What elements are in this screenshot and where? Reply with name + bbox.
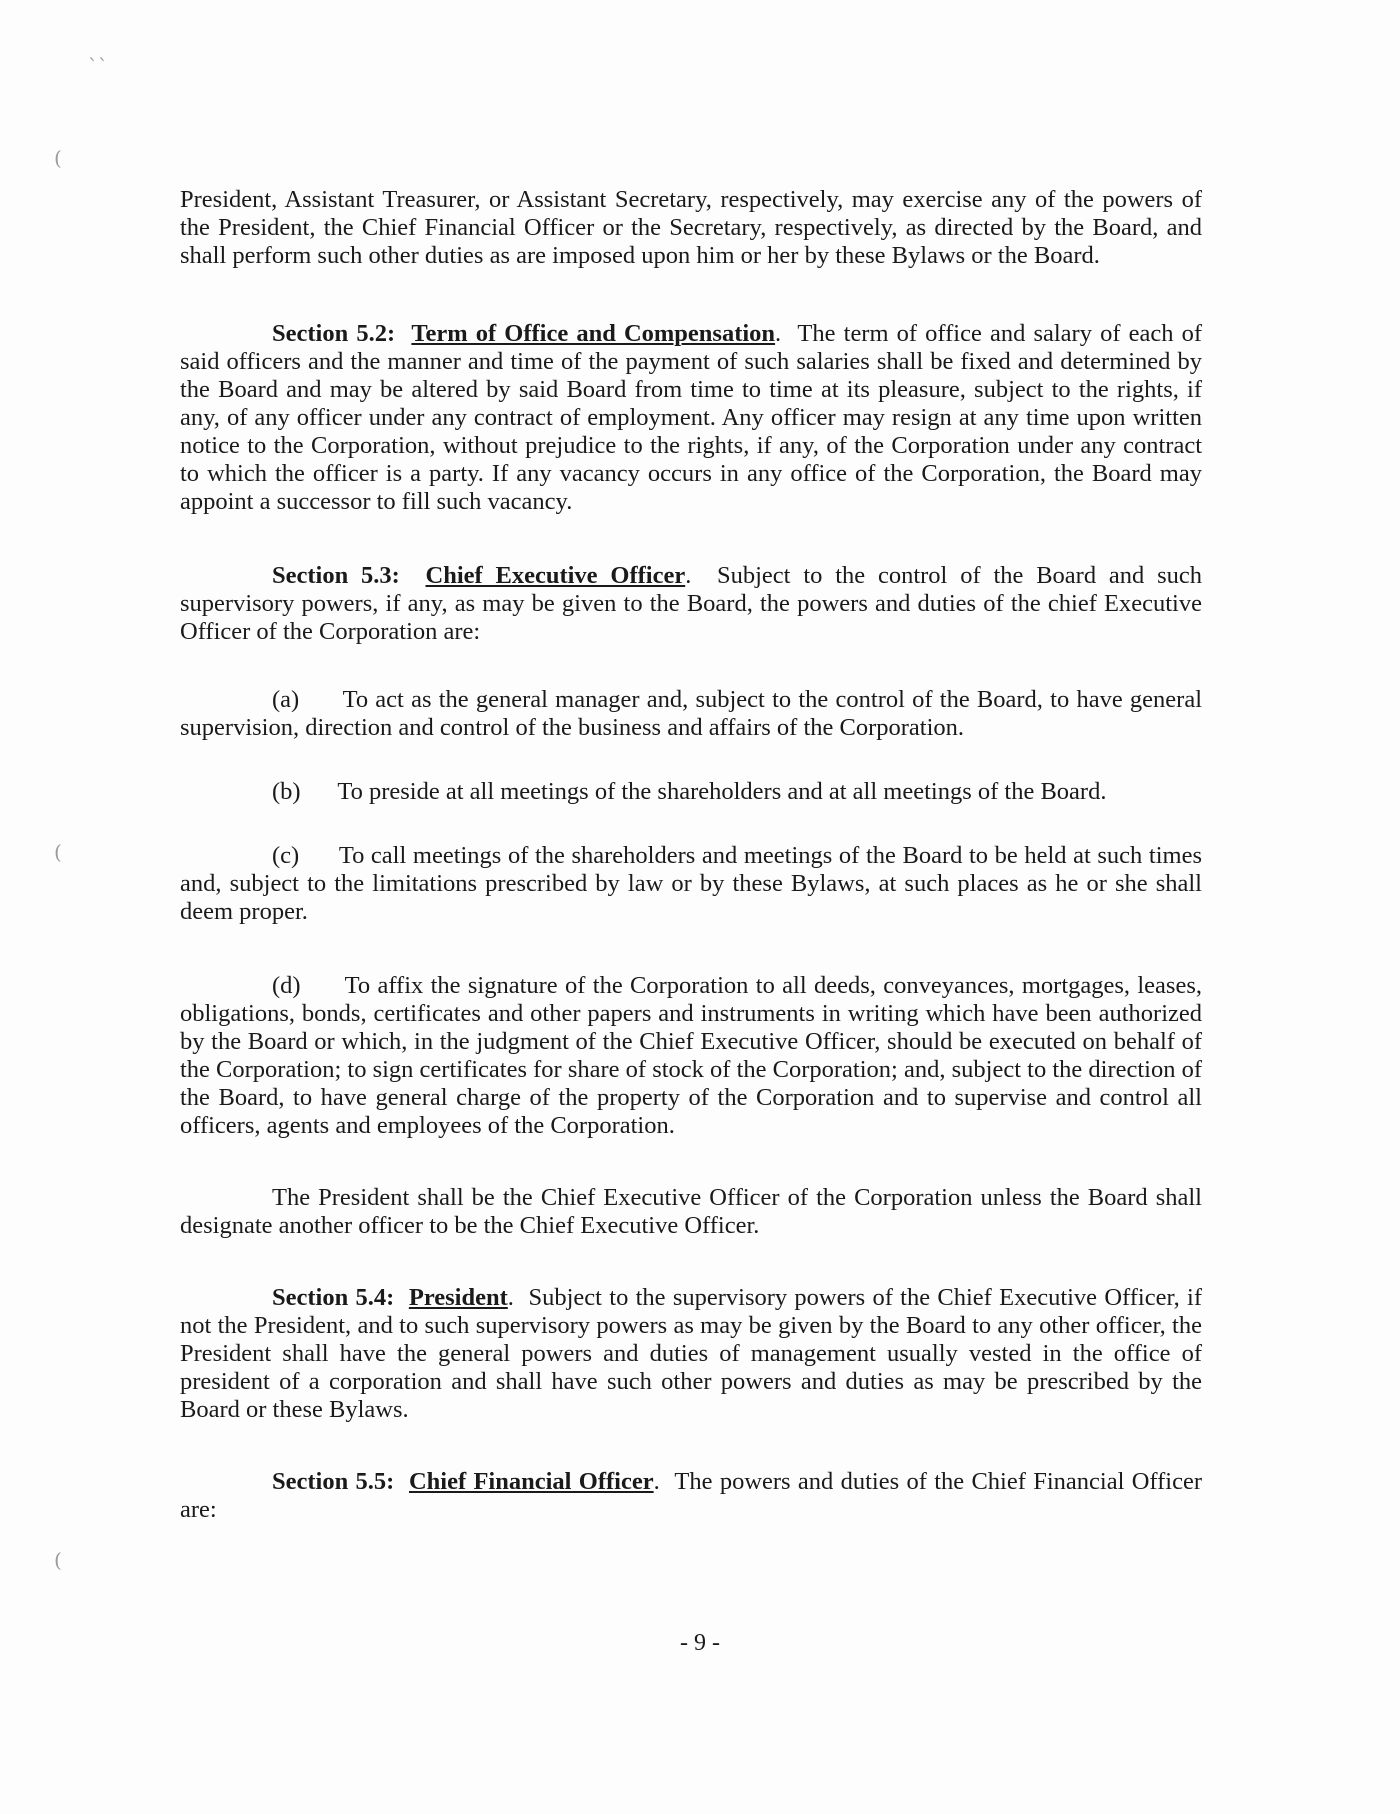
paragraph-text: President, Assistant Treasurer, or Assistant Secretary, respectively, may exercise any of the powers of the President, the Chief Financial Officer or the Secretary, respectively, as directed by the Board, and shall perform such other duties as are imposed upon him or her by these Bylaws or the Board.: [180, 186, 1202, 269]
list-item-d: [180, 972, 1202, 1140]
paragraph-text: The President shall be the Chief Executive Officer of the Corporation unless the Board shall designate another officer to be the Chief Executive Officer.: [180, 1184, 1202, 1239]
document-body: [180, 186, 1202, 1524]
page-number: - 9 -: [680, 1630, 720, 1656]
list-item-c: [180, 842, 1202, 926]
paragraph-text: The term of office and salary of each of said officers and the manner and time of the payment of such salaries shall be fixed and determined by the Board and may be altered by said Board from time to time at its pleasure, subject to the rights, if any, of any officer under any contract of employment. Any officer may resign at any time upon written notice to the Corporation, without prejudice to the rights, if any, of the Corporation under any contract to which the officer is a party. If any vacancy occurs in any office of the Corporation, the Board may appoint a successor to fill such vacancy.: [180, 320, 1203, 515]
list-item-text: To act as the general manager and, subject to the control of the Board, to have general supervision, direction and control of the business and affairs of the Corporation.: [180, 686, 1203, 741]
paragraph-text: The powers and duties of the Chief Financial Officer are:: [180, 1468, 1202, 1523]
section-5-3-paragraph: Section 5.3: Chief Executive Officer. Subject to the control of the Board and such supervisory powers, if any, as may be given to the Board, the powers and duties of the chief Executive Officer of the Corporation are:: [180, 562, 1203, 645]
paragraph-text: Subject to the supervisory powers of the Chief Executive Officer, if not the President, and to such supervisory powers as may be given by the Board to any other officer, the President shall have the general powers and duties of management usually vested in the office of president of a corporation and shall have such other powers and duties as may be prescribed by the Board or these Bylaws.: [180, 1284, 1203, 1423]
list-marker: (b): [272, 778, 301, 805]
paragraph-text: Subject to the control of the Board and such supervisory powers, if any, as may be given to the Board, the powers and duties of the chief Executive Officer of the Corporation are:: [180, 562, 1203, 645]
section-label: Section 5.2:: [272, 320, 396, 347]
list-item-text: To affix the signature of the Corporation to all deeds, conveyances, mortgages, leases, obligations, bonds, certificates and other papers and instruments in writing which have been authorized by the Board or which, in the judgment of the Chief Executive Officer, should be executed on behalf of the Corporation; to sign certificates for share of stock of the Corporation; and, subject to the direction of the Board, to have general charge of the property of the Corporation and to supervise and control all officers, agents and employees of the Corporation.: [180, 972, 1202, 1139]
scan-artifact-mark: (: [54, 1548, 62, 1572]
section-5-2-paragraph: Section 5.2: Term of Office and Compensation. The term of office and salary of each of said officers and the manner and time of the payment of such salaries shall be fixed and determined by the Board and may be altered by said Board from time to time at its pleasure, subject to the rights, if any, of any officer under any contract of employment. Any officer may resign at any time upon written notice to the Corporation, without prejudice to the rights, if any, of the Corporation under any contract to which the officer is a party. If any vacancy occurs in any office of the Corporation, the Board may appoint a successor to fill such vacancy.: [180, 320, 1203, 515]
scan-artifact-mark: ``: [88, 54, 108, 78]
list-item-text: To call meetings of the shareholders and meetings of the Board to be held at such times and, subject to the limitations prescribed by law or by these Bylaws, at such places as he or she shall deem proper.: [180, 842, 1202, 925]
list-marker: (a): [272, 686, 300, 713]
section-title: Term of Office and Compensation: [411, 320, 776, 347]
ceo-designation-paragraph: [180, 1184, 1202, 1240]
list-marker: (d): [272, 972, 301, 999]
list-item-text: To preside at all meetings of the shareholders and at all meetings of the Board.: [337, 778, 1107, 805]
list-marker: (c): [272, 842, 300, 869]
list-item-b: [180, 778, 1202, 806]
section-5-5-paragraph: Section 5.5: Chief Financial Officer. The powers and duties of the Chief Financial Officer are:: [180, 1468, 1202, 1523]
list-item-a: [180, 686, 1202, 742]
section-label: Section 5.4:: [272, 1284, 395, 1311]
paragraph-continuation: [180, 186, 1202, 270]
scan-artifact-mark: (: [54, 840, 62, 864]
section-title: Chief Financial Officer: [408, 1468, 654, 1495]
section-label: Section 5.3:: [272, 562, 400, 589]
section-title: President: [408, 1284, 508, 1311]
section-title: Chief Executive Officer: [425, 562, 686, 589]
scan-artifact-mark: (: [54, 146, 62, 170]
section-5-4-paragraph: Section 5.4: President. Subject to the supervisory powers of the Chief Executive Officer, if not the President, and to such supervisory powers as may be given by the Board to any other officer, the President shall have the general powers and duties of management usually vested in the office of president of a corporation and shall have such other powers and duties as may be prescribed by the Board or these Bylaws.: [180, 1284, 1203, 1423]
section-label: Section 5.5:: [272, 1468, 395, 1495]
